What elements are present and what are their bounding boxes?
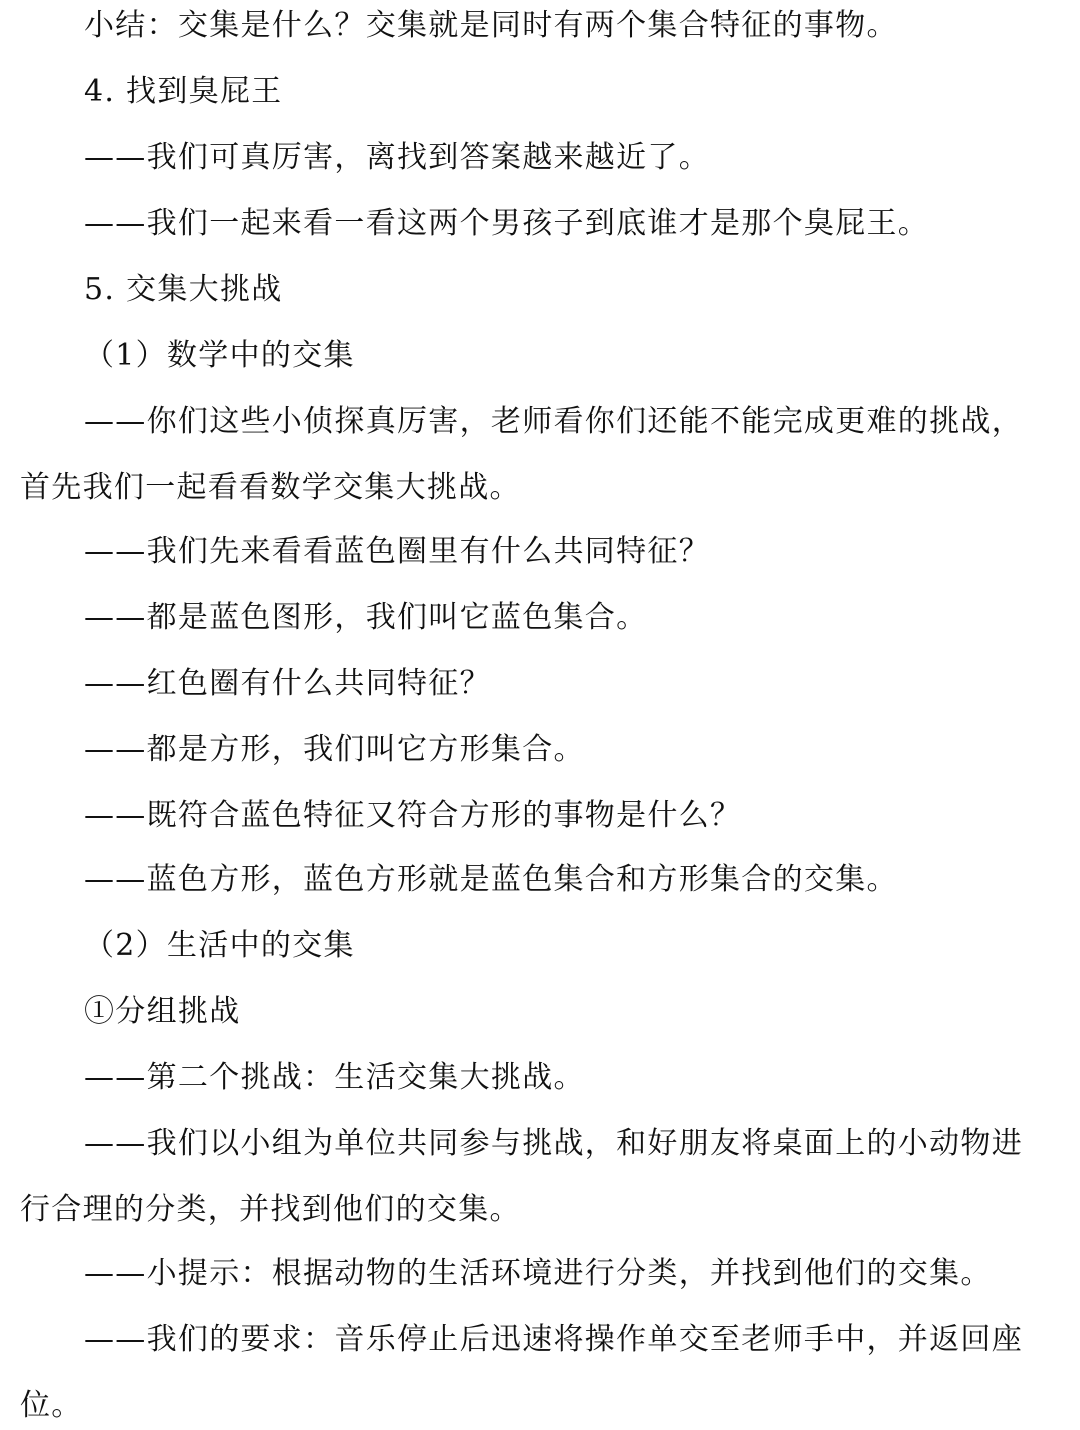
paragraph-line: ——红色圈有什么共同特征？ bbox=[84, 666, 491, 701]
summary-line: 小结：交集是什么？交集就是同时有两个集合特征的事物。 bbox=[84, 8, 898, 43]
paragraph-line: ——我们的要求：音乐停止后迅速将操作单交至老师手中，并返回座 bbox=[84, 1322, 1023, 1357]
paragraph-line: ——蓝色方形，蓝色方形就是蓝色集合和方形集合的交集。 bbox=[84, 862, 898, 897]
paragraph-line: ——我们以小组为单位共同参与挑战，和好朋友将桌面上的小动物进 bbox=[84, 1126, 1023, 1161]
subsection-item-1: ①分组挑战 bbox=[84, 994, 241, 1029]
paragraph-line: ——你们这些小侦探真厉害，老师看你们还能不能完成更难的挑战， bbox=[84, 404, 1023, 439]
section-heading-5: 5. 交集大挑战 bbox=[84, 272, 283, 307]
paragraph-line: ——都是蓝色图形，我们叫它蓝色集合。 bbox=[84, 600, 648, 635]
section-heading-4: 4. 找到臭屁王 bbox=[84, 74, 283, 109]
paragraph-line: ——第二个挑战：生活交集大挑战。 bbox=[84, 1060, 585, 1095]
subsection-heading-1: （1）数学中的交集 bbox=[84, 338, 355, 373]
paragraph-line: ——都是方形，我们叫它方形集合。 bbox=[84, 732, 585, 767]
paragraph-line: ——我们可真厉害，离找到答案越来越近了。 bbox=[84, 140, 710, 175]
paragraph-line: ——我们先来看看蓝色圈里有什么共同特征？ bbox=[84, 534, 710, 569]
paragraph-line: ——既符合蓝色特征又符合方形的事物是什么？ bbox=[84, 798, 742, 833]
paragraph-continuation: 位。 bbox=[20, 1388, 83, 1423]
paragraph-continuation: 首先我们一起看看数学交集大挑战。 bbox=[20, 470, 521, 505]
paragraph-line: ——小提示：根据动物的生活环境进行分类，并找到他们的交集。 bbox=[84, 1256, 992, 1291]
paragraph-line: ——我们一起来看一看这两个男孩子到底谁才是那个臭屁王。 bbox=[84, 206, 930, 241]
paragraph-continuation: 行合理的分类，并找到他们的交集。 bbox=[20, 1192, 521, 1227]
subsection-heading-2: （2）生活中的交集 bbox=[84, 928, 355, 963]
